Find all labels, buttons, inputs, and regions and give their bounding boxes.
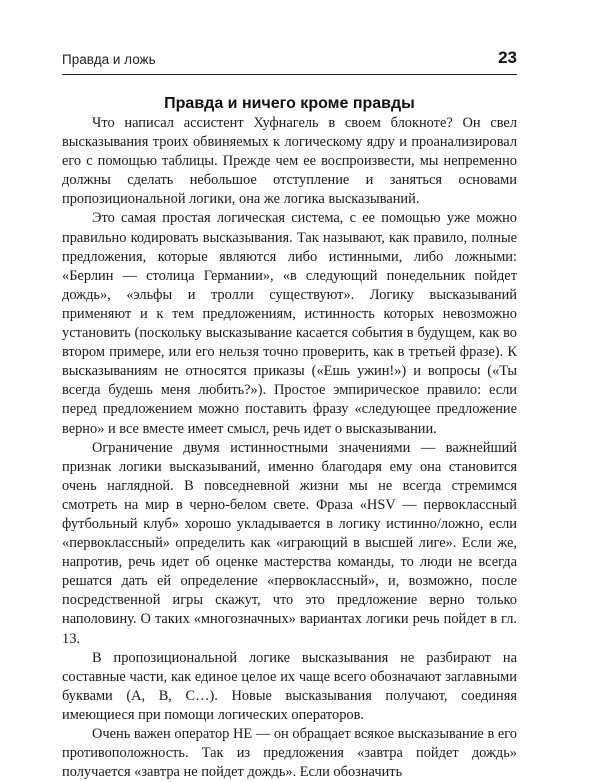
paragraph: Это самая простая логическая система, с ее помощью уже можно правильно кодировать высказывания. Так называют, как правило, полные предложения, которые являются либо истинными, либо ложными: «Берлин — столица Германии», «в следующий понедельник пойдет дождь», «эльфы и тролли существуют». Логику высказываний применяют и к тем предложениям, истинность которых невозможно установить (поскольку высказывание касается события в будущем, как во втором примере, или его нельзя точно проверить, как в третьей фразе). К высказываниям не относятся приказы («Ешь ужин!») и вопросы («Ты всегда будешь меня любить?»). Простое эмпирическое правило: если перед предложением можно поставить фразу «следующее предложение верно» и все вместе имеет смысл, речь идет о высказывании. [62, 210, 517, 437]
paragraph: Что написал ассистент Хуфнагель в своем блокноте? Он свел высказывания троих обвиняемых к логическому ядру и проанализировал его с помощью таблицы. Прежде чем ее воспроизвести, мы непременно должны сделать небольшое отступление и заняться основами пропозициональной логики, она же логика высказываний. [62, 115, 517, 208]
running-title: Правда и ложь [62, 52, 156, 67]
paragraph: Ограничение двумя истинностными значениями — важнейший признак логики высказываний, именно благодаря ему она становится очень наглядной. В повседневной жизни мы не всегда стремимся смотреть на мир в черно-белом свете. Фраза «HSV — первоклассный футбольный клуб» хорошо укладывается в логику истинно/ложно, если «первоклассный» определить как «играющий в высшей лиге». Если же, напротив, речь идет об оценке мастерства команды, то люди не всегда решатся дать ей определение «первоклассный», и, возможно, после посредственной игры скажут, что это предложение верно только наполовину. О таких «многозначных» вариантах логики речь пойдет в гл. 13. [62, 439, 517, 647]
paragraph: В пропозициональной логике высказывания не разбирают на составные части, как единое целое их чаще всего обозначают заглавными буквами (A, B, C…). Новые высказывания получают, соединяя имеющиеся при помощи логических операторов. [62, 649, 517, 723]
paragraph: Очень важен оператор НЕ — он обращает всякое высказывание в его противоположность. Так из предложения «завтра пойдет дождь» получается «завтра не пойдет дождь». Если обозначить [62, 726, 517, 781]
page-number: 23 [498, 48, 517, 67]
section-title: Правда и ничего кроме правды [164, 95, 415, 112]
body-text [62, 114, 517, 782]
page-header [62, 46, 517, 75]
